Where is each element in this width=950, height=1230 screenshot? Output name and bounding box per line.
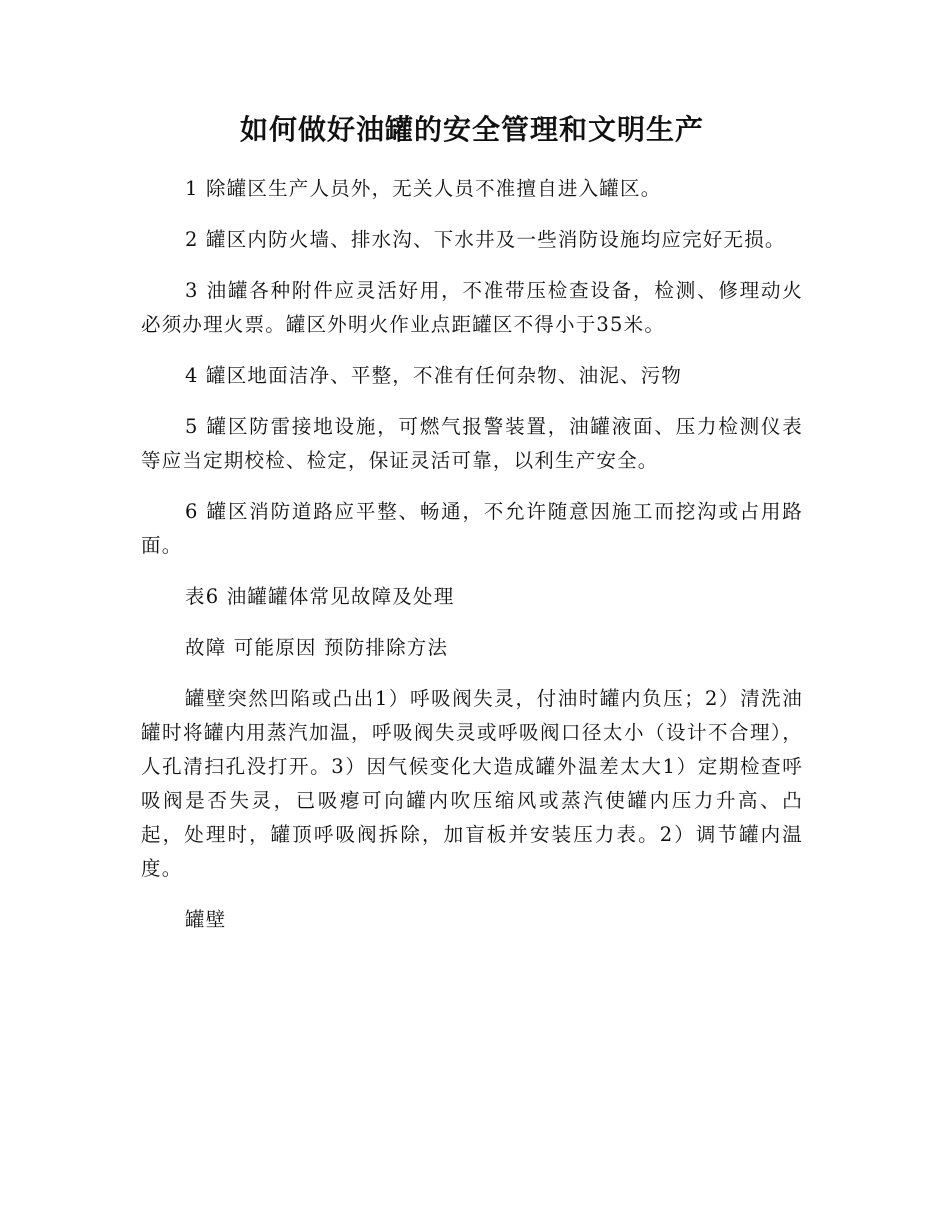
paragraph-rule-3: 3 油罐各种附件应灵活好用，不准带压检查设备，检测、修理动火必须办理火票。罐区外明火作业点距罐区不得小于35米。 — [141, 279, 803, 336]
trailing-fragment: 罐壁 — [185, 908, 227, 931]
paragraph-rule-1: 1 除罐区生产人员外，无关人员不准擅自进入罐区。 — [185, 177, 662, 200]
document-title: 如何做好油罐的安全管理和文明生产 — [239, 113, 704, 146]
document-page — [141, 110, 803, 954]
fault-description-paragraph: 罐壁突然凹陷或凸出1）呼吸阀失灵，付油时罐内负压；2）清洗油罐时将罐内用蒸汽加温，呼吸阀失灵或呼吸阀口径太小（设计不合理），人孔清扫孔没打开。3）因气候变化大造成罐外温差太大1）定期检查呼吸阀是否失灵，已吸瘪可向罐内吹压缩风或蒸汽使罐内压力升高、凸起，处理时，罐顶呼吸阀拆除，加盲板并安装压力表。2）调节罐内温度。 — [141, 687, 803, 880]
paragraph-rule-2: 2 罐区内防火墙、排水沟、下水井及一些消防设施均应完好无损。 — [185, 228, 786, 251]
paragraph-rule-6: 6 罐区消防道路应平整、畅通，不允许随意因施工而挖沟或占用路面。 — [141, 500, 803, 557]
paragraph-rule-4: 4 罐区地面洁净、平整，不准有任何杂物、油泥、污物 — [185, 364, 683, 387]
table-header-line: 故障 可能原因 预防排除方法 — [185, 636, 449, 659]
table-caption: 表6 油罐罐体常见故障及处理 — [185, 585, 455, 608]
paragraph-rule-5: 5 罐区防雷接地设施，可燃气报警装置，油罐液面、压力检测仪表等应当定期校检、检定，保证灵活可靠，以利生产安全。 — [141, 415, 803, 472]
